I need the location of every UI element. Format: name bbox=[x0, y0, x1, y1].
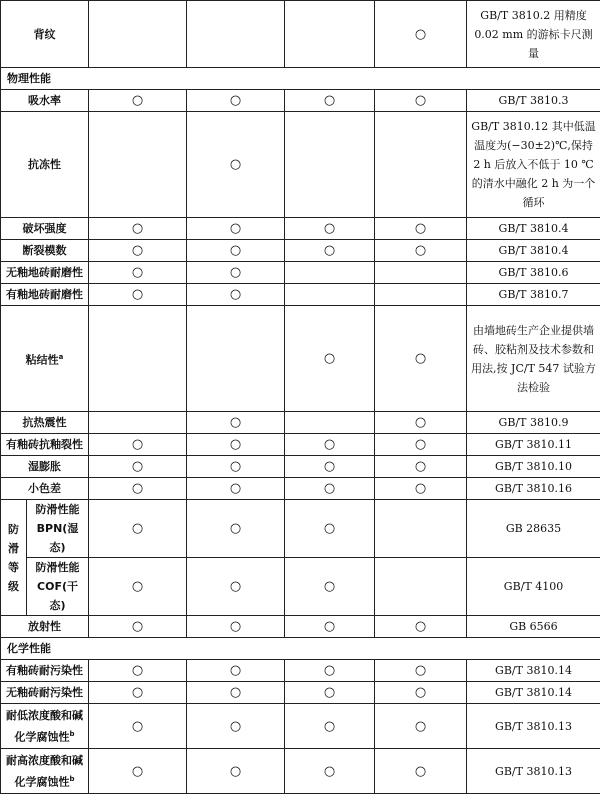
mark-circle: ○ bbox=[375, 218, 467, 240]
row-label-radioactivity: 放射性 bbox=[1, 616, 89, 638]
table-row bbox=[1, 90, 600, 112]
mark-circle: ○ bbox=[285, 456, 375, 478]
mark-circle: ○ bbox=[375, 478, 467, 500]
test-method: GB/T 3810.11 bbox=[467, 434, 600, 456]
test-method: GB 6566 bbox=[467, 616, 600, 638]
mark-circle: ○ bbox=[285, 558, 375, 616]
test-method: GB/T 3810.10 bbox=[467, 456, 600, 478]
row-label-glazed-wear: 有釉地砖耐磨性 bbox=[1, 284, 89, 306]
table-row bbox=[1, 682, 600, 704]
row-label-unglazed-stain: 无釉砖耐污染性 bbox=[1, 682, 89, 704]
row-label-thermal-shock: 抗热震性 bbox=[1, 412, 89, 434]
table-row bbox=[1, 749, 600, 794]
test-method: GB/T 3810.16 bbox=[467, 478, 600, 500]
mark-circle: ○ bbox=[285, 660, 375, 682]
test-method: GB/T 3810.12 其中低温温度为(−30±2)℃,保持 2 h 后放入不低于 10 ℃的清水中融化 2 h 为一个循环 bbox=[467, 112, 600, 218]
mark-circle: ○ bbox=[187, 456, 285, 478]
mark-circle: ○ bbox=[375, 749, 467, 794]
mark-circle: ○ bbox=[375, 240, 467, 262]
mark-circle: ○ bbox=[285, 500, 375, 558]
mark-circle: ○ bbox=[285, 749, 375, 794]
table-row bbox=[1, 660, 600, 682]
mark-circle: ○ bbox=[187, 704, 285, 749]
row-label-moisture-expansion: 湿膨胀 bbox=[1, 456, 89, 478]
cell-empty bbox=[89, 1, 187, 68]
mark-circle: ○ bbox=[285, 218, 375, 240]
footnote-mark: a bbox=[59, 353, 64, 361]
table-row bbox=[1, 262, 600, 284]
row-label-glazed-stain: 有釉砖耐污染性 bbox=[1, 660, 89, 682]
cell-empty bbox=[375, 558, 467, 616]
mark-circle: ○ bbox=[375, 1, 467, 68]
cell-empty bbox=[375, 262, 467, 284]
test-method: GB/T 3810.14 bbox=[467, 682, 600, 704]
mark-circle: ○ bbox=[187, 240, 285, 262]
mark-circle: ○ bbox=[89, 262, 187, 284]
mark-circle: ○ bbox=[89, 682, 187, 704]
test-method: GB/T 3810.7 bbox=[467, 284, 600, 306]
mark-circle: ○ bbox=[375, 704, 467, 749]
cell-empty bbox=[285, 1, 375, 68]
anti-slip-group-label: 防滑等级 bbox=[1, 500, 27, 616]
cell-empty bbox=[89, 306, 187, 412]
mark-circle: ○ bbox=[89, 218, 187, 240]
section-physical: 物理性能 bbox=[1, 68, 600, 90]
row-label-bpn: 防滑性能 BPN(湿态) bbox=[27, 500, 89, 558]
table-row bbox=[1, 478, 600, 500]
row-label-breaking-strength: 破坏强度 bbox=[1, 218, 89, 240]
mark-circle: ○ bbox=[375, 90, 467, 112]
mark-circle: ○ bbox=[187, 412, 285, 434]
mark-circle: ○ bbox=[89, 240, 187, 262]
mark-circle: ○ bbox=[89, 749, 187, 794]
mark-circle: ○ bbox=[375, 456, 467, 478]
mark-circle: ○ bbox=[89, 478, 187, 500]
mark-circle: ○ bbox=[285, 704, 375, 749]
mark-circle: ○ bbox=[187, 218, 285, 240]
table-row bbox=[1, 412, 600, 434]
mark-circle: ○ bbox=[375, 306, 467, 412]
test-method: GB/T 3810.9 bbox=[467, 412, 600, 434]
mark-circle: ○ bbox=[375, 434, 467, 456]
table-row bbox=[1, 218, 600, 240]
mark-circle: ○ bbox=[285, 478, 375, 500]
mark-circle: ○ bbox=[285, 306, 375, 412]
mark-circle: ○ bbox=[89, 90, 187, 112]
mark-circle: ○ bbox=[187, 660, 285, 682]
row-label-back-texture: 背纹 bbox=[1, 1, 89, 68]
mark-circle: ○ bbox=[187, 90, 285, 112]
section-row bbox=[1, 638, 600, 660]
row-label-frost: 抗冻性 bbox=[1, 112, 89, 218]
table-row bbox=[1, 434, 600, 456]
mark-circle: ○ bbox=[285, 682, 375, 704]
table-row bbox=[1, 112, 600, 218]
cell-empty bbox=[89, 112, 187, 218]
mark-circle: ○ bbox=[187, 434, 285, 456]
row-label-water-absorption: 吸水率 bbox=[1, 90, 89, 112]
table-row bbox=[1, 1, 600, 68]
test-method: GB/T 3810.4 bbox=[467, 240, 600, 262]
test-method: GB/T 4100 bbox=[467, 558, 600, 616]
row-label-low-acid bbox=[1, 704, 89, 749]
mark-circle: ○ bbox=[187, 558, 285, 616]
mark-circle: ○ bbox=[375, 682, 467, 704]
mark-circle: ○ bbox=[375, 616, 467, 638]
test-method: GB/T 3810.14 bbox=[467, 660, 600, 682]
cell-empty bbox=[375, 112, 467, 218]
table-row bbox=[1, 284, 600, 306]
mark-circle: ○ bbox=[187, 112, 285, 218]
test-method: GB/T 3810.13 bbox=[467, 704, 600, 749]
mark-circle: ○ bbox=[89, 704, 187, 749]
row-label-modulus-rupture: 断裂模数 bbox=[1, 240, 89, 262]
mark-circle: ○ bbox=[285, 434, 375, 456]
test-method: GB/T 3810.13 bbox=[467, 749, 600, 794]
table-row bbox=[1, 558, 600, 616]
row-label-high-acid bbox=[1, 749, 89, 794]
cell-empty bbox=[187, 1, 285, 68]
test-method: GB/T 3810.4 bbox=[467, 218, 600, 240]
mark-circle: ○ bbox=[187, 616, 285, 638]
adhesion-label-text: 粘结性 bbox=[26, 353, 59, 366]
footnote-mark: b bbox=[69, 730, 74, 738]
mark-circle: ○ bbox=[285, 240, 375, 262]
table-row bbox=[1, 240, 600, 262]
mark-circle: ○ bbox=[187, 749, 285, 794]
cell-empty bbox=[285, 262, 375, 284]
table-row bbox=[1, 616, 600, 638]
mark-circle: ○ bbox=[285, 90, 375, 112]
test-method: GB/T 3810.2 用精度 0.02 mm 的游标卡尺测量 bbox=[467, 1, 600, 68]
table-row bbox=[1, 500, 600, 558]
test-method: 由墙地砖生产企业提供墙砖、胶粘剂及技术参数和用法,按 JC/T 547 试验方法检验 bbox=[467, 306, 600, 412]
test-method: GB/T 3810.6 bbox=[467, 262, 600, 284]
footnote-mark: b bbox=[69, 775, 74, 783]
cell-empty bbox=[285, 412, 375, 434]
high-acid-label-text: 耐高浓度酸和碱化学腐蚀性 bbox=[6, 754, 83, 789]
cell-empty bbox=[375, 284, 467, 306]
test-method: GB 28635 bbox=[467, 500, 600, 558]
mark-circle: ○ bbox=[187, 500, 285, 558]
mark-circle: ○ bbox=[187, 284, 285, 306]
table-row bbox=[1, 704, 600, 749]
section-row bbox=[1, 68, 600, 90]
mark-circle: ○ bbox=[89, 660, 187, 682]
mark-circle: ○ bbox=[187, 478, 285, 500]
table-row bbox=[1, 456, 600, 478]
cell-empty bbox=[375, 500, 467, 558]
mark-circle: ○ bbox=[89, 558, 187, 616]
mark-circle: ○ bbox=[89, 456, 187, 478]
row-label-unglazed-wear: 无釉地砖耐磨性 bbox=[1, 262, 89, 284]
test-method: GB/T 3810.3 bbox=[467, 90, 600, 112]
row-label-crazing: 有釉砖抗釉裂性 bbox=[1, 434, 89, 456]
row-label-color-difference: 小色差 bbox=[1, 478, 89, 500]
mark-circle: ○ bbox=[89, 434, 187, 456]
mark-circle: ○ bbox=[89, 616, 187, 638]
mark-circle: ○ bbox=[375, 660, 467, 682]
mark-circle: ○ bbox=[187, 262, 285, 284]
cell-empty bbox=[285, 112, 375, 218]
mark-circle: ○ bbox=[89, 500, 187, 558]
mark-circle: ○ bbox=[187, 682, 285, 704]
row-label-cof: 防滑性能 COF(干态) bbox=[27, 558, 89, 616]
mark-circle: ○ bbox=[375, 412, 467, 434]
cell-empty bbox=[285, 284, 375, 306]
low-acid-label-text: 耐低浓度酸和碱化学腐蚀性 bbox=[6, 709, 83, 744]
cell-empty bbox=[187, 306, 285, 412]
table-row bbox=[1, 306, 600, 412]
mark-circle: ○ bbox=[89, 284, 187, 306]
section-chemical: 化学性能 bbox=[1, 638, 600, 660]
cell-empty bbox=[89, 412, 187, 434]
mark-circle: ○ bbox=[285, 616, 375, 638]
row-label-adhesion bbox=[1, 306, 89, 412]
